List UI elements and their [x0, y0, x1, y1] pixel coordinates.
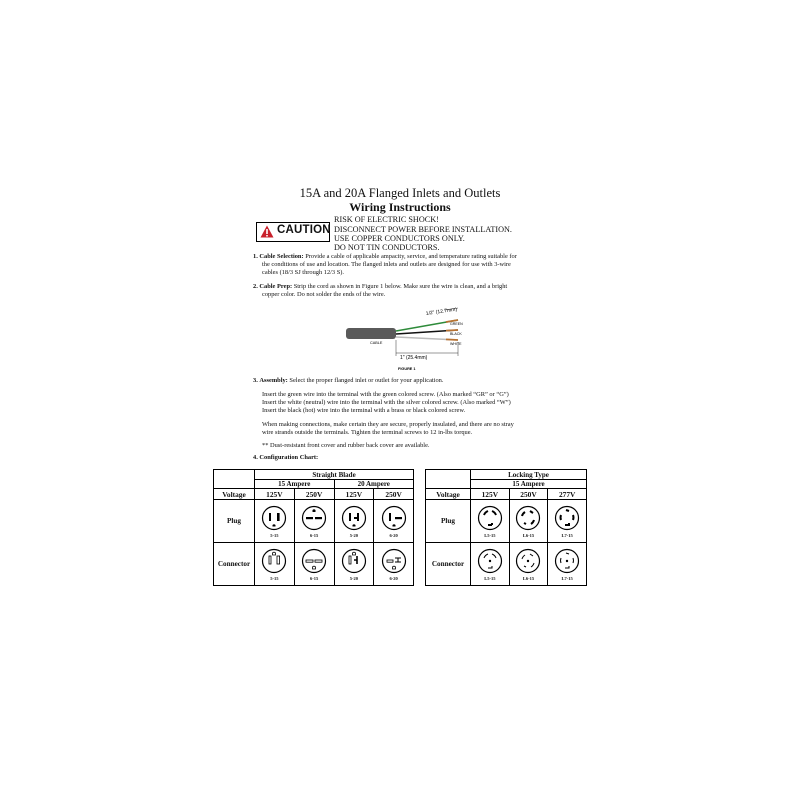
step-label: Configuration Chart:: [259, 454, 319, 461]
connector-l6-15-icon: [515, 548, 541, 574]
amp-15-header: 15 Ampere: [471, 480, 587, 489]
warning-triangle-icon: [260, 225, 274, 238]
step-2: [253, 283, 573, 291]
step-number: 2.: [253, 283, 258, 290]
white-label: WHITE: [450, 342, 462, 346]
figure-caption: FIGURE 1: [398, 367, 416, 371]
caution-line: RISK OF ELECTRIC SHOCK!: [334, 215, 439, 224]
connector-l6-15: [509, 543, 548, 586]
plug-l5-15-icon: [477, 505, 503, 531]
plug-5-15-icon: [261, 505, 287, 531]
voltage-cell: 125V: [334, 489, 374, 500]
step-number: 1.: [253, 253, 258, 260]
straight-blade-header: Straight Blade: [255, 470, 414, 480]
step-label: Cable Selection:: [259, 253, 304, 260]
cable-jacket: [346, 328, 396, 339]
plug-5-20-icon: [341, 505, 367, 531]
copper-end: [446, 339, 458, 340]
connector-5-20-icon: [341, 548, 367, 574]
half-inch-dim: 1/2" (12.7mm): [425, 306, 458, 317]
connector-6-15: [294, 543, 334, 586]
connector-caption: 5-20: [349, 575, 358, 581]
step-label: Assembly:: [259, 377, 288, 384]
plug-caption: L6-15: [522, 532, 535, 538]
step-label: Cable Prep:: [259, 283, 293, 290]
caution-label: [256, 222, 330, 242]
plug-6-20: [374, 500, 414, 543]
assembly-line: Insert the black (hot) wire into the terminal with a brass or black colored screw.: [262, 407, 466, 414]
connector-l5-15-icon: [477, 548, 503, 574]
assembly-line: Insert the green wire into the terminal with the green colored screw. (Also marked “GR” or “G”): [262, 391, 509, 398]
voltage-cell: 250V: [294, 489, 334, 500]
voltage-label: Voltage: [426, 489, 471, 500]
plug-caption: 5-15: [270, 532, 279, 538]
step-text: Strip the cord as shown in Figure 1 below. Make sure the wire is clean, and a bright: [292, 283, 508, 290]
assembly-line: Insert the white (neutral) wire into the terminal with the silver colored screw. (Also marked “W”): [262, 399, 511, 406]
step-text: Select the proper flanged inlet or outlet for your application.: [287, 377, 444, 384]
connector-caption: L7-15: [561, 575, 573, 581]
connector-5-15: [255, 543, 295, 586]
locking-type-chart: [425, 469, 587, 586]
voltage-cell: 125V: [255, 489, 295, 500]
connector-l7-15: [548, 543, 587, 586]
connector-caption: 5-15: [270, 575, 279, 581]
plug-l7-15: [548, 500, 587, 543]
voltage-cell: 250V: [374, 489, 414, 500]
plug-caption: L5-15: [484, 532, 496, 538]
caution-text: CAUTION: [277, 224, 331, 236]
step-1-cont: cables (18/3 SJ through 12/3 S).: [262, 269, 345, 276]
caution-line: USE COPPER CONDUCTORS ONLY.: [334, 234, 465, 243]
connector-6-15-icon: [301, 548, 327, 574]
dust-note: ** Dust-resistant front cover and rubber back cover are available.: [262, 442, 430, 449]
plug-l6-15-icon: [515, 505, 541, 531]
figure-1-cable-diagram: [340, 306, 480, 374]
connector-row-label: Connector: [426, 543, 471, 586]
plug-l5-15: [471, 500, 510, 543]
plug-l7-15-icon: [554, 505, 580, 531]
step-text: Provide a cable of applicable ampacity, service, and temperature rating suitable for: [303, 253, 517, 260]
connector-l7-15-icon: [554, 548, 580, 574]
plug-5-20: [334, 500, 374, 543]
connection-line: When making connections, make certain they are secure, properly insulated, and there are no stray: [262, 421, 514, 428]
step-2-cont: copper color. Do not solder the ends of the wire.: [262, 291, 386, 298]
step-number: 4.: [253, 454, 258, 461]
green-label: GREEN: [450, 322, 463, 326]
plug-6-15: [294, 500, 334, 543]
connector-6-20-icon: [381, 548, 407, 574]
black-label: BLACK: [450, 332, 462, 336]
plug-caption: 6-20: [389, 532, 398, 538]
page-subtitle: Wiring Instructions: [349, 200, 451, 214]
caution-line: DO NOT TIN CONDUCTORS.: [334, 243, 440, 252]
voltage-cell: 277V: [548, 489, 587, 500]
connector-5-20: [334, 543, 374, 586]
step-1-cont: the conditions of use and location. The flanged inlets and outlets are designed for use with 3-wire: [262, 261, 511, 268]
connection-line: wire strands outside the terminals. Tighten the terminal screws to 12 in-lbs torque.: [262, 429, 473, 436]
amp-20-header: 20 Ampere: [334, 480, 414, 489]
plug-row-label: Plug: [426, 500, 471, 543]
plug-caption: 6-15: [310, 532, 319, 538]
plug-caption: 5-20: [349, 532, 358, 538]
plug-6-20-icon: [381, 505, 407, 531]
voltage-cell: 250V: [509, 489, 548, 500]
step-number: 3.: [253, 377, 258, 384]
amp-15-header: 15 Ampere: [255, 480, 335, 489]
plug-5-15: [255, 500, 295, 543]
connector-caption: 6-20: [389, 575, 398, 581]
connector-caption: L5-15: [484, 575, 496, 581]
connector-caption: L6-15: [522, 575, 535, 581]
plug-l6-15: [509, 500, 548, 543]
connector-5-15-icon: [261, 548, 287, 574]
plug-caption: L7-15: [561, 532, 573, 538]
step-4: [253, 454, 453, 462]
page-title: 15A and 20A Flanged Inlets and Outlets: [299, 186, 501, 200]
one-inch-dim: 1" (25.4mm): [400, 355, 428, 361]
caution-line: DISCONNECT POWER BEFORE INSTALLATION.: [334, 224, 512, 234]
cable-label: CABLE: [370, 341, 383, 345]
straight-blade-chart: [213, 469, 414, 586]
step-3: [253, 377, 573, 385]
voltage-cell: 125V: [471, 489, 510, 500]
connector-row-label: Connector: [214, 543, 255, 586]
copper-end: [446, 330, 458, 331]
connector-l5-15: [471, 543, 510, 586]
plug-6-15-icon: [301, 505, 327, 531]
connector-6-20: [374, 543, 414, 586]
locking-type-header: Locking Type: [471, 470, 587, 480]
plug-row-label: Plug: [214, 500, 255, 543]
voltage-label: Voltage: [214, 489, 255, 500]
step-1: [253, 253, 563, 261]
connector-caption: 6-15: [310, 575, 319, 581]
